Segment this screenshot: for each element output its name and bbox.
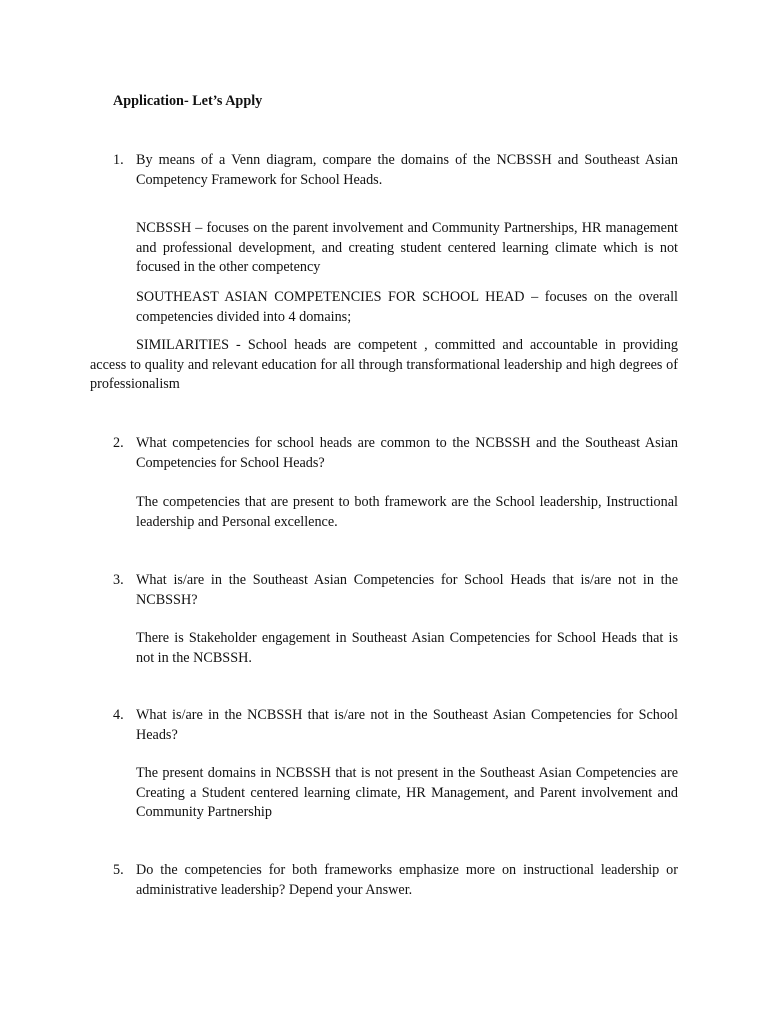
item-question: What is/are in the NCBSSH that is/are not in the Southeast Asian Competencies for School Heads? (136, 707, 678, 743)
item-question: What competencies for school heads are common to the NCBSSH and the Southeast Asian Competencies for School Heads? (136, 435, 678, 471)
answer-southeast-asian: SOUTHEAST ASIAN COMPETENCIES FOR SCHOOL HEAD – focuses on the overall competencies divided into 4 domains; (136, 289, 678, 325)
item-question: Do the competencies for both frameworks emphasize more on instructional leadership or administrative leadership? Depend your Answer. (136, 862, 678, 898)
answer-ncbssh: NCBSSH – focuses on the parent involvement and Community Partnerships, HR management and professional development, and creating student centered learning climate which is not focused in the other competency (136, 220, 678, 275)
item-number: 4. (113, 707, 124, 723)
list-item-4 (113, 706, 678, 745)
list-item-2 (113, 434, 678, 473)
list-item-5 (113, 861, 678, 900)
item-number: 2. (113, 435, 124, 451)
item-number: 3. (113, 572, 124, 588)
item-question: What is/are in the Southeast Asian Competencies for School Heads that is/are not in the NCBSSH? (136, 572, 678, 608)
item-number: 5. (113, 862, 124, 878)
answer-similarities: SIMILARITIES - School heads are competent , committed and accountable in providing access to quality and relevant education for all through transformational leadership and high degrees of professionalism (90, 337, 678, 392)
list-item-3 (113, 571, 678, 610)
item-question: By means of a Venn diagram, compare the domains of the NCBSSH and Southeast Asian Competency Framework for School Heads. (136, 152, 678, 188)
answer-stakeholder: There is Stakeholder engagement in Southeast Asian Competencies for School Heads that is not in the NCBSSH. (136, 630, 678, 666)
answer-common-competencies: The competencies that are present to both framework are the School leadership, Instructional leadership and Personal excellence. (136, 494, 678, 530)
answer-ncbssh-domains: The present domains in NCBSSH that is not present in the Southeast Asian Competencies are Creating a Student centered learning climate, HR Management, and Parent involvement and Community Partnership (136, 765, 678, 820)
list-item-1 (113, 151, 678, 190)
section-heading: Application- Let’s Apply (113, 93, 263, 109)
item-number: 1. (113, 152, 124, 168)
